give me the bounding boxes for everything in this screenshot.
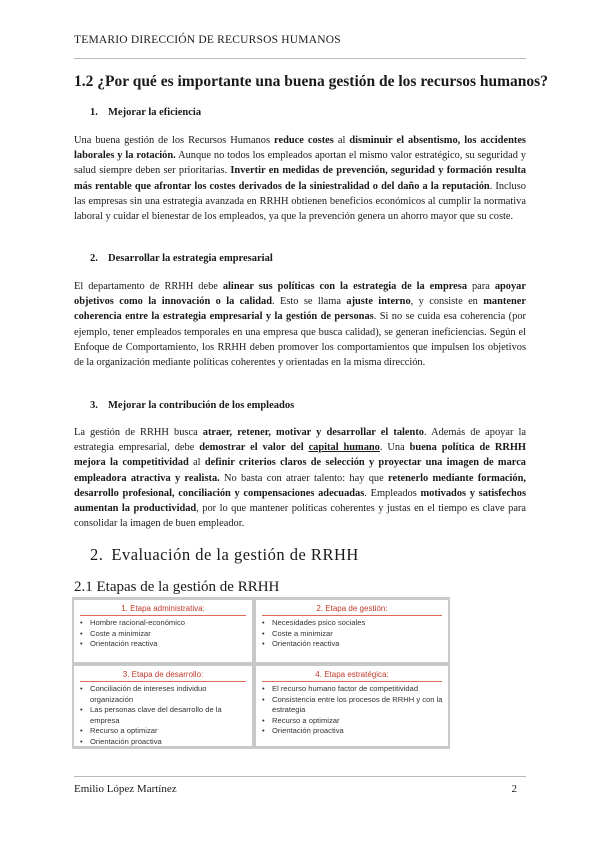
stage-divider <box>80 681 246 682</box>
stage-bullet: • El recurso humano factor de competitividad <box>272 684 444 695</box>
header-divider <box>74 58 526 59</box>
stage-box-management <box>256 600 448 662</box>
stage-box-strategic <box>256 666 448 746</box>
paragraph-strategy: El departamento de RRHH debe alinear sus políticas con la estrategia de la empresa para apoyar objetivos como la innovación o la calidad. Esto se llama ajuste interno, y consiste en mantener coherencia entre la estrategia empresarial y la gestión de personas. Si no se cuida esa coherencia (por ejemplo, tener empleados temporales en una empresa que busca calidad), se generan ineficiencias. Según el Enfoque de Comportamiento, los RRHH deben promover los comportamientos que impulsen los objetivos de la organización mediante políticas coherentes y orientadas en la misma dirección. <box>74 281 526 369</box>
stage-bullet: • Conciliación de intereses individuo organización <box>90 684 248 705</box>
stage-bullet: • Orientación reactiva <box>272 639 444 650</box>
stages-diagram <box>72 597 450 749</box>
chapter-title: Evaluación de la gestión de RRHH <box>111 545 359 564</box>
stage-bullet: • Orientación proactiva <box>272 726 444 737</box>
paragraph-contribution: La gestión de RRHH busca atraer, retener, motivar y desarrollar el talento. Además de apoyar la estrategia empresarial, debe demostrar el valor del capital humano. Una buena política de RRHH mejora la competitividad al definir criterios claros de selección y proyectar una imagen de marca empleadora atractiva y realista. No basta con atraer talento: hay que retenerlo mediante formación, desarrollo profesional, conciliación y compensaciones adecuadas. Empleados motivados y satisfechos aumentan la productividad, por lo que mantener políticas coherentes y justas en el tiempo es clave para consolidar la imagen de buen empleador. <box>74 427 527 530</box>
item-number: 2. <box>90 253 98 264</box>
stage-bullet: • Necesidades psico sociales <box>272 618 444 629</box>
stage-bullet: • Orientación reactiva <box>90 639 248 650</box>
item-number: 1. <box>90 107 98 118</box>
stage-list <box>256 618 448 650</box>
stage-list <box>74 684 252 748</box>
stage-box-administrative <box>74 600 252 662</box>
subsection-title: 2.1 Etapas de la gestión de RRHH <box>74 579 280 595</box>
page-number: 2 <box>511 783 517 795</box>
stage-title: 1. Etapa administrativa: <box>121 604 205 613</box>
stage-bullet: • Recurso a optimizar <box>272 716 444 727</box>
stage-divider <box>262 615 442 616</box>
stage-title: 4. Etapa estratégica: <box>315 670 389 679</box>
stage-bullet: • Hombre racional-económico <box>90 618 248 629</box>
stage-bullet: • Consistencia entre los procesos de RRHH y con la estrategia <box>272 695 444 716</box>
stage-list <box>256 684 448 737</box>
chapter-heading <box>90 545 359 565</box>
paragraph-efficiency: Una buena gestión de los Recursos Humanos reduce costes al disminuir el absentismo, los accidentes laborales y la rotación. Aunque no todos los empleados aportan el mismo valor estratégico, su seguridad y salud siempre deben ser prioritarias. Invertir en medidas de prevención, seguridad y formación resulta más rentable que afrontar los costes derivados de la siniestralidad o del daño a la reputación. Incluso las empresas sin una estrategia avanzada en RRHH obtienen beneficios económicos al cumplir la normativa laboral y cuidar el bienestar de los empleados, ya que la prevención genera un ahorro mayor que su coste. <box>74 135 526 223</box>
section-title: 1.2 ¿Por qué es importante una buena gestión de los recursos humanos? <box>74 73 548 90</box>
stage-list <box>74 618 252 650</box>
stage-bullet: • Las personas clave del desarrollo de la empresa <box>90 705 248 726</box>
item-label: Mejorar la contribución de los empleados <box>108 400 295 411</box>
stage-bullet: • Recurso a optimizar <box>90 726 248 737</box>
stage-title: 3. Etapa de desarrollo: <box>122 670 204 679</box>
item-label: Desarrollar la estrategia empresarial <box>108 253 273 264</box>
item-label: Mejorar la eficiencia <box>108 107 202 118</box>
item-number: 3. <box>90 400 98 411</box>
stage-bullet: • Orientación proactiva <box>90 737 248 748</box>
stage-divider <box>80 615 246 616</box>
list-item-efficiency <box>90 107 201 118</box>
stage-title: 2. Etapa de gestión: <box>316 604 388 613</box>
stage-box-development <box>74 666 252 746</box>
stage-divider <box>262 681 442 682</box>
list-item-strategy <box>90 253 273 264</box>
running-header: TEMARIO DIRECCIÓN DE RECURSOS HUMANOS <box>74 34 341 46</box>
stage-bullet: • Coste a minimizar <box>90 629 248 640</box>
stage-bullet: • Coste a minimizar <box>272 629 444 640</box>
footer-divider <box>74 776 526 777</box>
footer-author: Emilio López Martínez <box>74 783 177 795</box>
list-item-contribution <box>90 400 294 411</box>
chapter-number: 2. <box>90 545 104 564</box>
